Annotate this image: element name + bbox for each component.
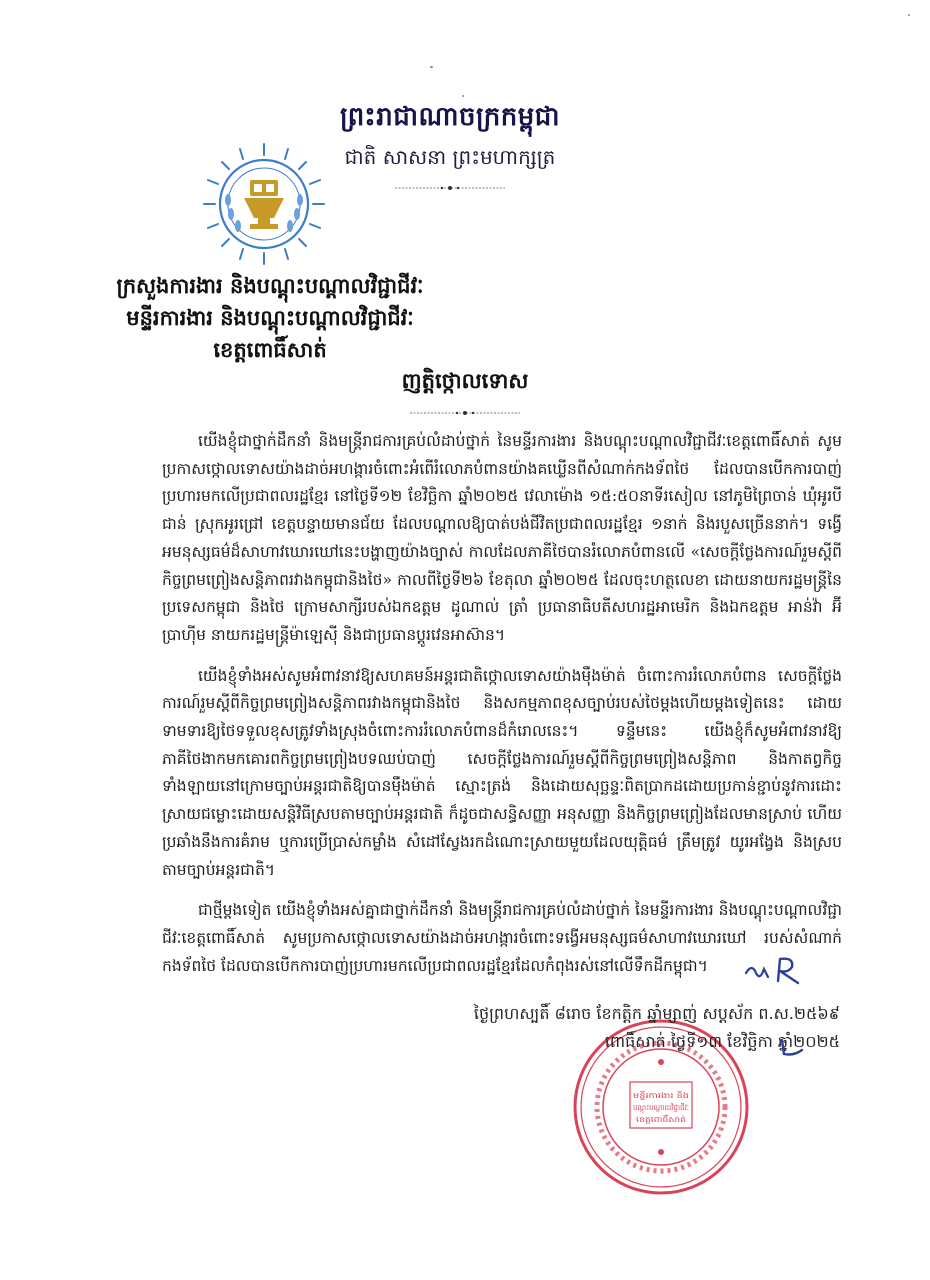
solar-date: ពោធិ៍សាត់ ថ្ងៃទី១៣ ខែវិច្ឆិកា ឆ្នាំ២០២៥ (604, 1032, 840, 1051)
handwritten-initials-icon (742, 955, 812, 985)
department-name: មន្ទីរការងារ និងបណ្តុះបណ្តាលវិជ្ជាជីវៈ (126, 305, 414, 330)
paper-speck (462, 95, 464, 97)
ornament-divider-icon (410, 409, 520, 417)
paper-speck (430, 66, 433, 68)
paper-speck (908, 14, 910, 16)
national-motto: ជាតិ សាសនា ព្រះមហាក្សត្រ (344, 145, 556, 169)
ministry-emblem-icon (198, 140, 330, 268)
document-title-block (340, 368, 590, 417)
svg-text:ខេត្តពោធិ៍សាត់: ខេត្តពោធិ៍សាត់ (636, 1115, 677, 1124)
ministry-name: ក្រសួងការងារ និងបណ្តុះបណ្តាលវិជ្ជាជីវៈ (116, 273, 424, 298)
date-initial-icon (778, 1036, 808, 1060)
svg-text:មន្ទីរការងារ និង: មន្ទីរការងារ និង (633, 1091, 676, 1100)
province-name: ខេត្តពោធិ៍សាត់ (213, 337, 327, 362)
ministry-block (80, 270, 460, 366)
document-body (162, 428, 842, 980)
paragraph: យើងខ្ញុំទាំងអស់សូមអំពាវនាវឱ្យសហគមន៍អន្តរជាតិថ្កោលទោសយ៉ាងម៉ឺងម៉ាត់ ចំពោះការរំលោភបំពាន សេចក្តីថ្លែងការណ៍រួមស្តីពីកិច្ចព្រមព្រៀងសន្តិភាពរវាងកម្ពុជានិងថៃ និងសកម្មភាពខុសច្បាប់របស់ថៃម្តងហើយម្តងទៀតនេះ ដោយទាមទារឱ្យថៃទទួលខុសត្រូវទាំងស្រុងចំពោះការរំលោភបំពានដ៏កំរោលនេះ។ ទន្ទឹមនេះ យើងខ្ញុំក៏សូមអំពាវនាវឱ្យភាគីថៃងាកមកគោរពកិច្ចព្រមព្រៀងបទឈប់បាញ់ សេចក្តីថ្លែងការណ៍រួមស្តីពីកិច្ចព្រមព្រៀងសន្តិភាព និងកាតព្វកិច្ចទាំងឡាយនៅក្រោមច្បាប់អន្តរជាតិឱ្យបានម៉ឺងម៉ាត់ ស្មោះត្រង់ និងដោយសុច្ឆន្ទៈពិតប្រាកដដោយប្រកាន់ខ្ជាប់នូវការដោះស្រាយជម្លោះដោយសន្តិវិធីស្របតាមច្បាប់អន្តរជាតិ ក៏ដូចជាសន្ធិសញ្ញា អនុសញ្ញា និងកិច្ចព្រមព្រៀងដែលមានស្រាប់ ហើយប្រឆាំងនឹងការគំរាម ឬការប្រើប្រាស់កម្លាំង សំដៅស្វែងរកដំណោះស្រាយមួយដែលយុត្តិធម៌ ត្រឹមត្រូវ យូរអង្វែង និងស្របតាមច្បាប់អន្តរជាតិ។ (162, 666, 842, 879)
ornament-divider-icon (395, 184, 505, 192)
document-title: ញត្តិថ្កោលទោស (401, 368, 529, 393)
kingdom-name: ព្រះរាជាណាចក្រកម្ពុជា (340, 102, 560, 132)
paragraph: ជាថ្មីម្តងទៀត យើងខ្ញុំទាំងអស់គ្នាជាថ្នាក់ដឹកនាំ និងមន្ត្រីរាជការគ្រប់លំដាប់ថ្នាក់ នៃមន្ទីរការងារ និងបណ្តុះបណ្តាលវិជ្ជាជីវៈខេត្តពោធិ៍សាត់ សូមប្រកាសថ្កោលទោសយ៉ាងដាច់អហង្ការចំពោះទង្វើអមនុស្សធម៌សាហាវឃោរឃៅ របស់សំណាក់កងទ័ពថៃ ដែលបានបើកការបាញ់ប្រហារមកលើប្រជាពលរដ្ឋខ្មែរដែលកំពុងរស់នៅលើទឹកដីកម្ពុជា។ (162, 901, 842, 975)
svg-text:បណ្តុះបណ្តាលវិជ្ជាជីវៈ: បណ្តុះបណ្តាលវិជ្ជាជីវៈ (633, 1103, 693, 1112)
kingdom-header (330, 100, 570, 192)
lunar-date: ថ្ងៃព្រហស្បតិ៍ ៨រោច ខែកត្តិក ឆ្នាំម្សាញ់ សប្តស័ក ព.ស.២៥៦៩ (473, 1004, 840, 1023)
paragraph: យើងខ្ញុំជាថ្នាក់ដឹកនាំ និងមន្ត្រីរាជការគ្រប់លំដាប់ថ្នាក់ នៃមន្ទីរការងារ និងបណ្តុះបណ្តាលវិជ្ជាជីវៈខេត្តពោធិ៍សាត់ សូមប្រកាសថ្កោលទោសយ៉ាងដាច់អហង្ការចំពោះអំពើរំលោភបំពានយ៉ាងគឃ្លើនពីសំណាក់កងទ័ពថៃ ដែលបានបើកការបាញ់ប្រហារមកលើប្រជាពលរដ្ឋខ្មែរ នៅថ្ងៃទី១២ ខែវិច្ឆិកា ឆ្នាំ២០២៥ វេលាម៉ោង ១៥:៥០នាទីរសៀល នៅភូមិព្រៃចាន់ ឃុំអូរបីជាន់ ស្រុកអូរជ្រៅ ខេត្តបន្ទាយមានជ័យ ដែលបណ្តាលឱ្យបាត់បង់ជីវិតប្រជាពលរដ្ឋខ្មែរ ១នាក់ និងរបួសច្រើននាក់។ ទង្វើអមនុស្សធម៌ដ៏សាហាវឃោរឃៅនេះបង្ហាញយ៉ាងច្បាស់ កាលដែលភាគីថៃបានរំលោភបំពានលើ «សេចក្តីថ្លែងការណ៍រួមស្តីពីកិច្ចព្រមព្រៀងសន្តិភាពរវាងកម្ពុជានិងថៃ» កាលពីថ្ងៃទី២៦ ខែតុលា ឆ្នាំ២០២៥ ដែលចុះហត្ថលេខា ដោយនាយករដ្ឋមន្ត្រីនៃប្រទេសកម្ពុជា និងថៃ ក្រោមសាក្សីរបស់ឯកឧត្តម ដូណាល់ ត្រាំ ប្រធានាធិបតីសហរដ្ឋអាមេរិក និងឯកឧត្តម អាន់វ៉ា អ៊ីប្រាហ៊ីម នាយករដ្ឋមន្ត្រីម៉ាឡេស៊ី និងជាប្រធានប្តូរវេនអាស៊ាន។ (162, 432, 842, 644)
